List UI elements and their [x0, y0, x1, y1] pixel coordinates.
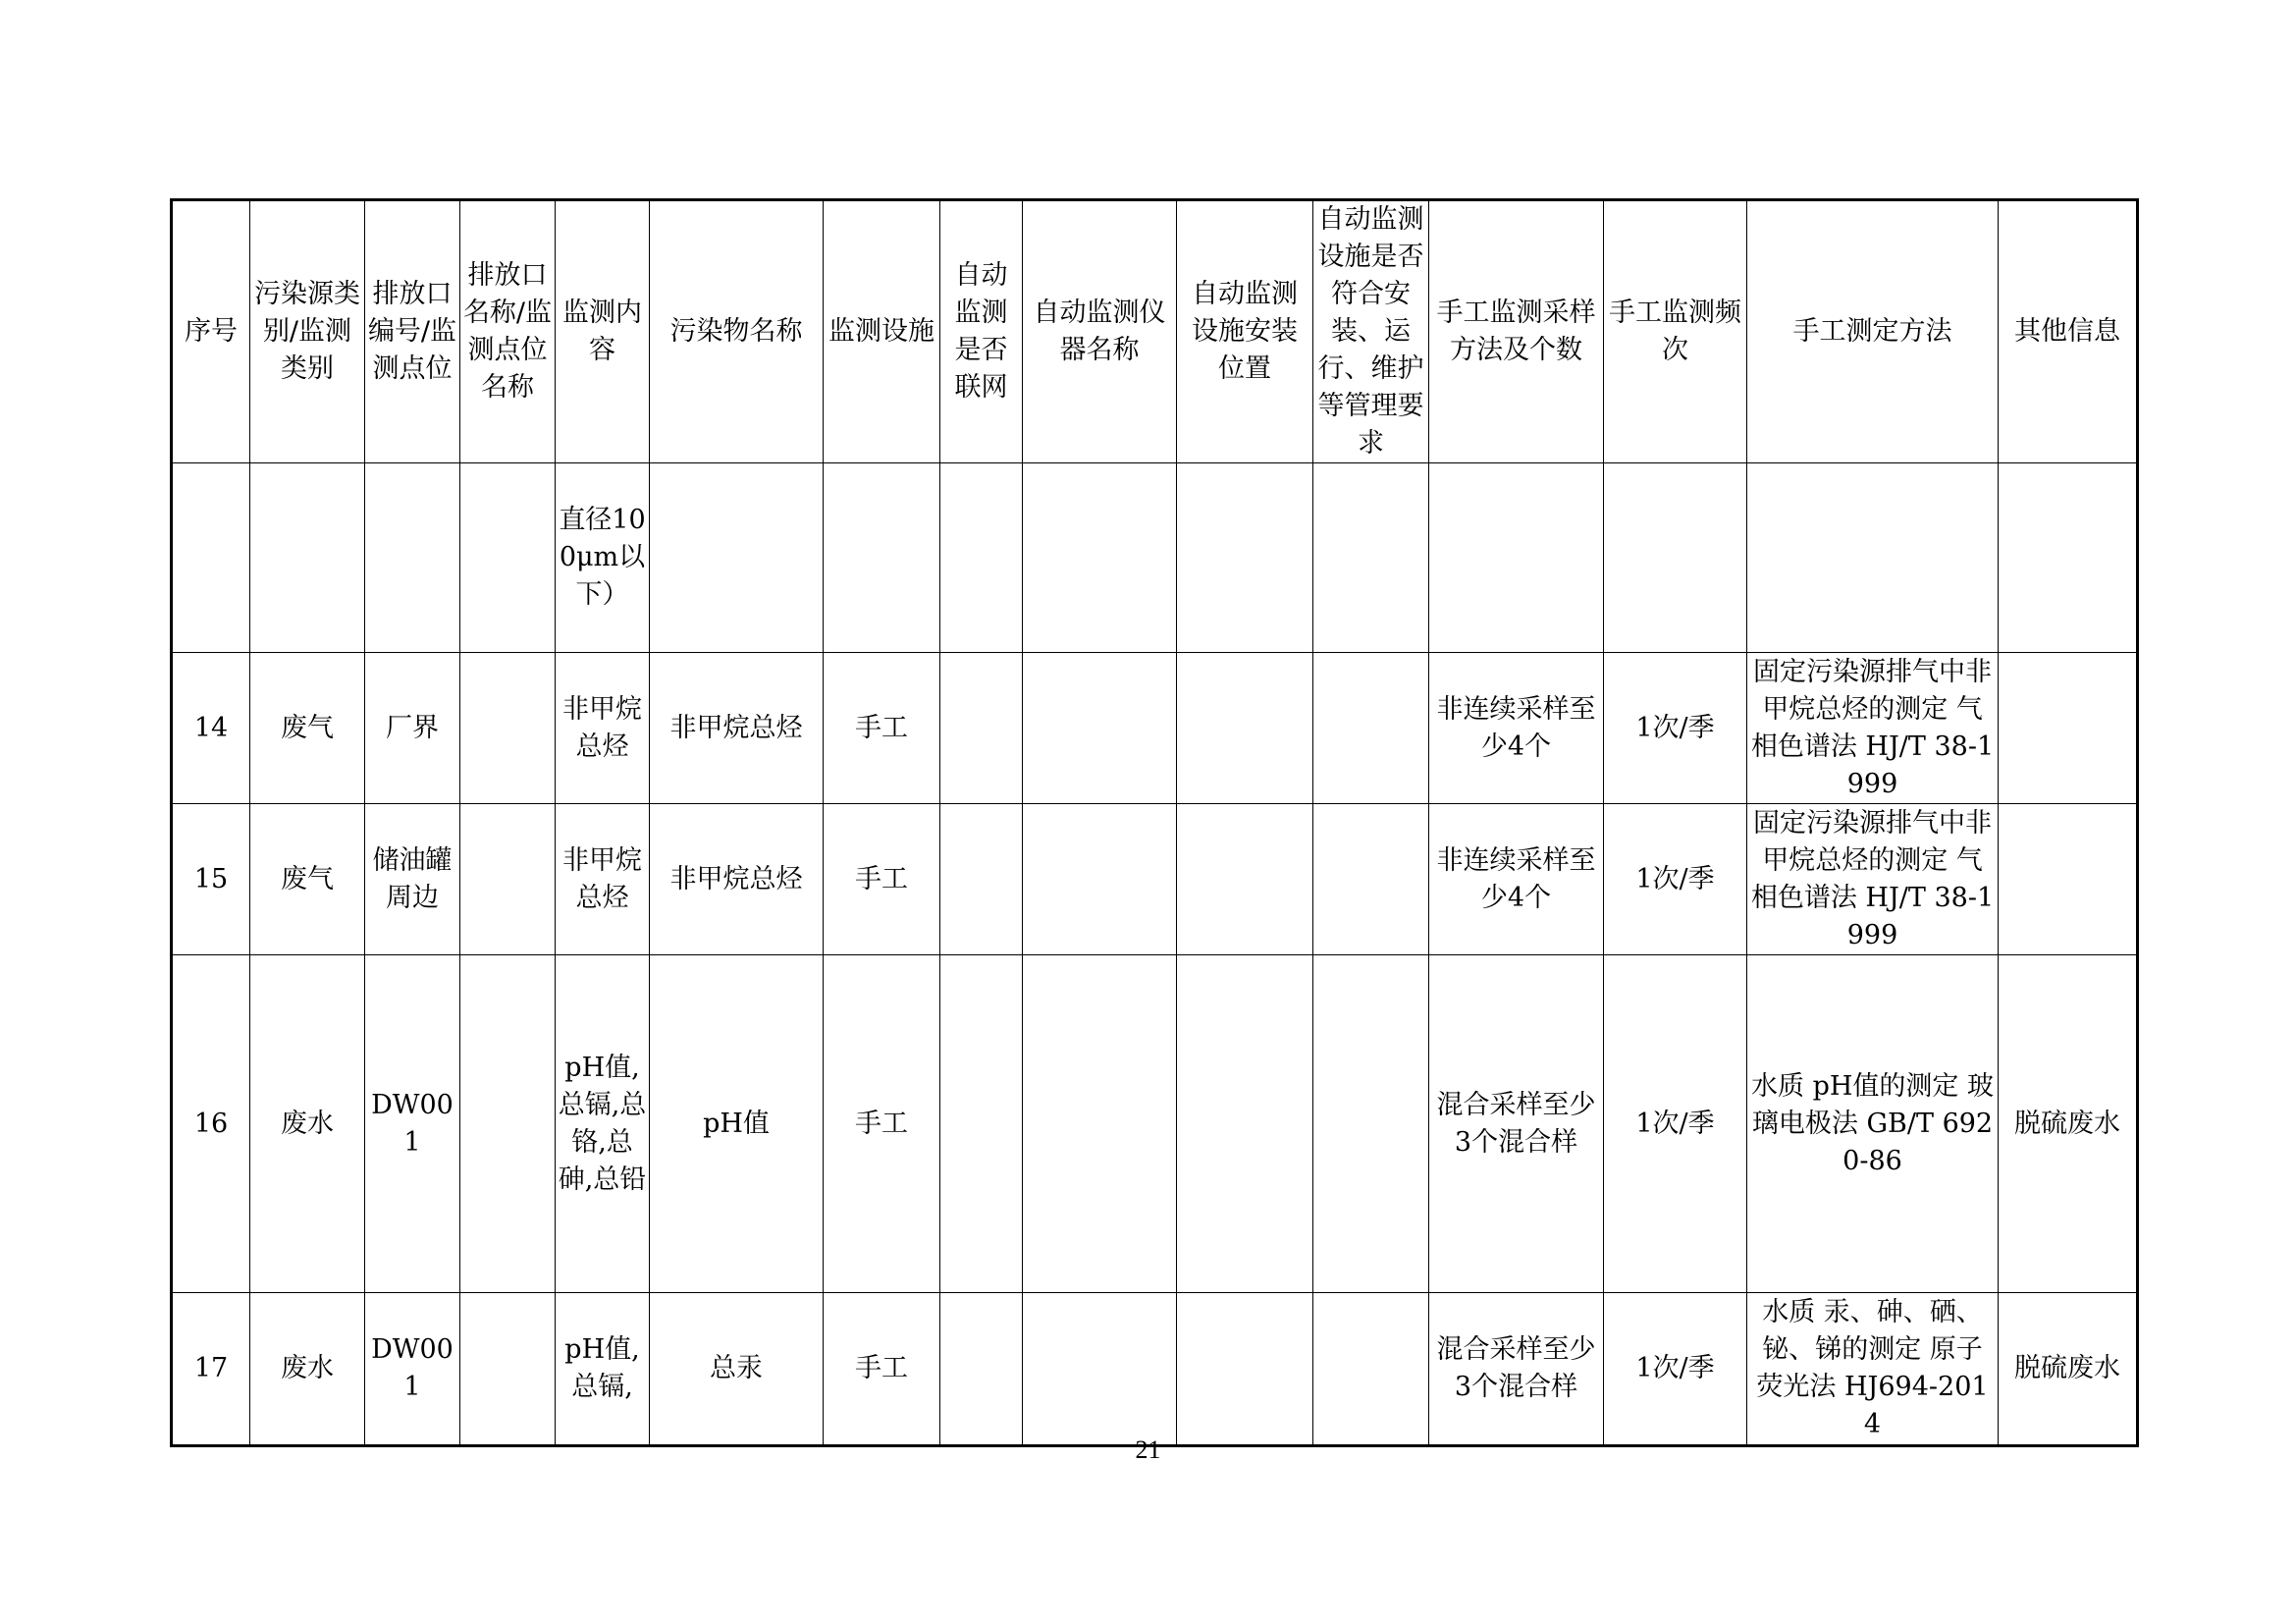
cell-monitoring-facility: 手工 — [824, 804, 940, 955]
cell-auto-instrument — [1023, 1293, 1177, 1446]
cell-source-category: 废水 — [250, 955, 365, 1293]
cell-auto-instrument — [1023, 653, 1177, 804]
cell-other-info — [1999, 804, 2138, 955]
cell-monitoring-content: 直径100μm以下） — [556, 463, 650, 653]
cell-outlet-name — [460, 1293, 556, 1446]
cell-outlet-code: DW001 — [365, 955, 460, 1293]
cell-monitoring-facility: 手工 — [824, 1293, 940, 1446]
cell-index: 14 — [172, 653, 250, 804]
cell-manual-method: 水质 汞、砷、硒、铋、锑的测定 原子荧光法 HJ694-2014 — [1747, 1293, 1999, 1446]
cell-source-category: 废气 — [250, 804, 365, 955]
col-header-monitoring-content: 监测内容 — [556, 200, 650, 463]
cell-auto-compliance — [1313, 804, 1429, 955]
cell-monitoring-facility: 手工 — [824, 653, 940, 804]
cell-outlet-code: 厂界 — [365, 653, 460, 804]
cell-auto-location — [1177, 955, 1313, 1293]
cell-manual-method: 固定污染源排气中非甲烷总烃的测定 气相色谱法 HJ/T 38-1999 — [1747, 653, 1999, 804]
col-header-index: 序号 — [172, 200, 250, 463]
cell-other-info — [1999, 653, 2138, 804]
cell-manual-frequency — [1604, 463, 1747, 653]
cell-manual-sampling: 混合采样至少3个混合样 — [1429, 1293, 1604, 1446]
cell-outlet-name — [460, 653, 556, 804]
cell-outlet-code — [365, 463, 460, 653]
cell-manual-method: 固定污染源排气中非甲烷总烃的测定 气相色谱法 HJ/T 38-1999 — [1747, 804, 1999, 955]
cell-monitoring-facility: 手工 — [824, 955, 940, 1293]
cell-pollutant-name: 非甲烷总烃 — [650, 653, 824, 804]
cell-monitoring-facility — [824, 463, 940, 653]
cell-auto-compliance — [1313, 463, 1429, 653]
col-header-auto-location: 自动监测设施安装位置 — [1177, 200, 1313, 463]
col-header-pollutant-name: 污染物名称 — [650, 200, 824, 463]
cell-monitoring-content: pH值,总镉,总铬,总砷,总铅 — [556, 955, 650, 1293]
table-row — [172, 463, 2138, 653]
col-header-outlet-name: 排放口名称/监测点位名称 — [460, 200, 556, 463]
cell-index: 15 — [172, 804, 250, 955]
cell-auto-location — [1177, 804, 1313, 955]
page-number: 21 — [1135, 1435, 1161, 1464]
col-header-auto-networked: 自动监测是否联网 — [940, 200, 1023, 463]
cell-auto-location — [1177, 1293, 1313, 1446]
cell-manual-sampling: 混合采样至少3个混合样 — [1429, 955, 1604, 1293]
col-header-auto-instrument: 自动监测仪器名称 — [1023, 200, 1177, 463]
cell-manual-method — [1747, 463, 1999, 653]
cell-outlet-name — [460, 955, 556, 1293]
cell-manual-sampling: 非连续采样至少4个 — [1429, 653, 1604, 804]
cell-monitoring-content: 非甲烷总烃 — [556, 653, 650, 804]
cell-pollutant-name: 非甲烷总烃 — [650, 804, 824, 955]
cell-source-category: 废水 — [250, 1293, 365, 1446]
cell-monitoring-content: 非甲烷总烃 — [556, 804, 650, 955]
cell-pollutant-name: 总汞 — [650, 1293, 824, 1446]
col-header-manual-frequency: 手工监测频次 — [1604, 200, 1747, 463]
cell-monitoring-content: pH值,总镉, — [556, 1293, 650, 1446]
cell-manual-method: 水质 pH值的测定 玻璃电极法 GB/T 6920-86 — [1747, 955, 1999, 1293]
cell-auto-networked — [940, 955, 1023, 1293]
cell-auto-networked — [940, 1293, 1023, 1446]
cell-other-info: 脱硫废水 — [1999, 1293, 2138, 1446]
cell-manual-frequency: 1次/季 — [1604, 1293, 1747, 1446]
cell-auto-instrument — [1023, 804, 1177, 955]
col-header-source-category: 污染源类别/监测类别 — [250, 200, 365, 463]
col-header-monitoring-facility: 监测设施 — [824, 200, 940, 463]
cell-source-category: 废气 — [250, 653, 365, 804]
cell-manual-sampling — [1429, 463, 1604, 653]
cell-index — [172, 463, 250, 653]
cell-outlet-code: 储油罐周边 — [365, 804, 460, 955]
cell-auto-compliance — [1313, 653, 1429, 804]
monitoring-table — [170, 198, 2139, 1447]
cell-index: 17 — [172, 1293, 250, 1446]
table-row — [172, 1293, 2138, 1446]
cell-auto-location — [1177, 463, 1313, 653]
cell-auto-compliance — [1313, 955, 1429, 1293]
table-row — [172, 804, 2138, 955]
cell-auto-compliance — [1313, 1293, 1429, 1446]
cell-outlet-name — [460, 804, 556, 955]
table-row — [172, 955, 2138, 1293]
col-header-manual-sampling: 手工监测采样方法及个数 — [1429, 200, 1604, 463]
col-header-other-info: 其他信息 — [1999, 200, 2138, 463]
cell-auto-networked — [940, 463, 1023, 653]
cell-index: 16 — [172, 955, 250, 1293]
cell-other-info: 脱硫废水 — [1999, 955, 2138, 1293]
cell-source-category — [250, 463, 365, 653]
cell-manual-frequency: 1次/季 — [1604, 653, 1747, 804]
cell-auto-networked — [940, 804, 1023, 955]
cell-pollutant-name — [650, 463, 824, 653]
cell-auto-networked — [940, 653, 1023, 804]
cell-auto-location — [1177, 653, 1313, 804]
cell-manual-sampling: 非连续采样至少4个 — [1429, 804, 1604, 955]
col-header-auto-compliance: 自动监测设施是否符合安装、运行、维护等管理要求 — [1313, 200, 1429, 463]
cell-other-info — [1999, 463, 2138, 653]
cell-auto-instrument — [1023, 463, 1177, 653]
header-row — [172, 200, 2138, 463]
col-header-outlet-code: 排放口编号/监测点位 — [365, 200, 460, 463]
cell-manual-frequency: 1次/季 — [1604, 955, 1747, 1293]
cell-auto-instrument — [1023, 955, 1177, 1293]
cell-manual-frequency: 1次/季 — [1604, 804, 1747, 955]
table-row — [172, 653, 2138, 804]
cell-outlet-code: DW001 — [365, 1293, 460, 1446]
cell-outlet-name — [460, 463, 556, 653]
cell-pollutant-name: pH值 — [650, 955, 824, 1293]
col-header-manual-method: 手工测定方法 — [1747, 200, 1999, 463]
